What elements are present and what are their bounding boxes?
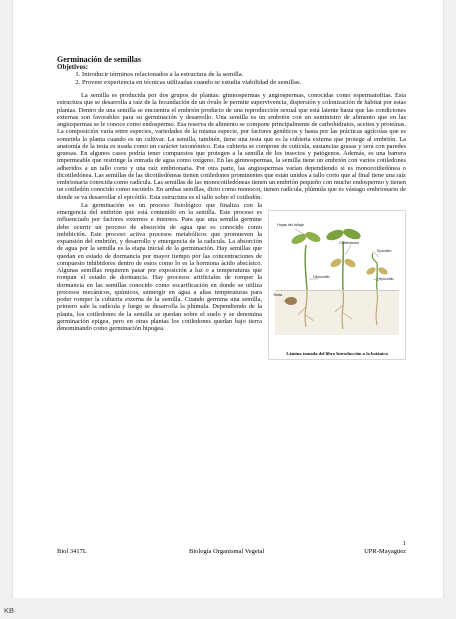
objectives-list: [57, 71, 406, 86]
objectives-heading: Objetivos:: [57, 63, 89, 71]
status-size-text: KB: [4, 606, 15, 615]
label-cotiledones: Cotiledones: [339, 240, 360, 245]
label-hojas: Hojas del follaje: [277, 222, 304, 227]
germination-figure: [268, 210, 406, 360]
page-content: [57, 56, 406, 360]
germination-section: [57, 201, 406, 356]
document-page: [12, 0, 444, 598]
footer-course: Biol 3417L: [57, 548, 87, 555]
paragraph-germination: La germinación es un proceso fisiológico que finaliza con la emergencia del embrión que está contenido en la semilla. Este proceso es influenciado por factores externos e internos. Para que una semilla germine debe ocurrir un proceso de absorción de agua que es conocido como imbibición. Este proceso activa procesos metabólicos que promueven la expansión del embrión, y desarrollo y emergencia de la radícula. La absorción de agua por la semilla es la etapa inicial de la germinación. Hay semillas que quedan en estado de dormancia por mayor tiempo por las concentraciones de compuesto inhibidores dentro de estos como lo es la hormona ácido abscísico. Algunas semillas requieren pasar por exposición a luz o a temperaturas que rompan el estado de dormancia. Hay procesos artificiales de romper la dormancia en las semillas conocido como escarificación en donde se utiliza procesos mecánicos, químicos, sumergir en agua a altas temperaturas para poder romper la cubierta externa de la semilla. Cuando germina una semilla, primero sale la radícula y luego se desarrolla la plúmula. Dependiendo de la planta, los cotiledones de la semilla se quedan sobre el suelo y se denomina germinación epigea, pero en otras plantas los cotiledones quedan bajo tierra denominando como germinación hipogea.: [57, 201, 262, 332]
label-testa: Testa: [273, 292, 283, 297]
footer-title: Biología Organismal Vegetal: [189, 548, 265, 555]
document-title: Germinación de semillas: [57, 55, 141, 64]
seedling-illustration: [273, 215, 401, 337]
objective-item: 1. Introducir términos relacionados a la estructura de la semilla.: [82, 71, 406, 79]
paragraph-seed: La semilla es producida por dos grupos de plantas: gimnospermas y angiospermas, conocidas como espermatofitas. Esta estructura que se desarrolla a raíz de la fecundación de un óvulo le permite supervivencia, dispersión y colonización de hábitat por estas plantas. Dentro de una semilla se encuentra el embrión producto de una reproducción sexual que está latente hasta que las condiciones externas son favorables para su germinación y desarrollo. Una semilla es un embrión con un suministro de alimento que en las angiospermas se le conoce como endospermo. Esa reserva de alimento se compone principalmente de carbohidratos, aceites y proteínas. La composición varía entre especies, variedades de la misma especie, por factores genéticos y hasta por las prácticas agrícolas que es sometida la planta cuando es un cultivar. La semilla, también, tiene una testa que es la cubierta externa que protege al embrión. La anatomía de la testa es usada como un carácter taxonómico. Esta cubierta se compone de cutícula, sustancias grasas y será con paredes gruesas. En algunos casos podría tener compuestos que protegen a la semilla de los insectos y patógenos. Además, es una barrera impermeable que restringe la entrada de agua como oxígeno. En las gimnospermas, la semilla tiene un embrión con varios cotiledones adheridos a un tallo corto y una raíz embrionaria. Por otra parte, las angiospermas varían dependiendo si es monocotiledónea o dicotiledónea. Las semillas de las dicotiledóneas tienen cotiledones prominentes que están unidos a tallo corto que al final tiene una raíz embrionaria conocida como radícula. Las semillas de las monocotiledóneas tienen un embrión pequeño con mucho endospermo y tienen un cotiledón conocido como escutelo. En ambas semillas, dicto como monocot, tienen radícula, plúmula que es vástago embrionario de donde se va desarrollar el epicótilo. Esta estructura es el tallo sobre el cotiledón.: [57, 92, 406, 201]
objective-item: 2. Proveer experiencia en técnicas utilizadas cuando se estudia viabilidad de semillas.: [82, 79, 406, 87]
figure-caption: Lámina tomada del libro Introducción a la botánica: [286, 350, 388, 356]
footer-institution: UPR-Mayagüez: [364, 548, 406, 555]
label-epicotilo: Epicótilo: [377, 248, 392, 253]
label-hipocotilo-right: Hipocotilo: [377, 276, 394, 281]
label-hipocotilo-left: Hipocotilo: [313, 274, 330, 279]
page-number: 1: [402, 540, 406, 547]
